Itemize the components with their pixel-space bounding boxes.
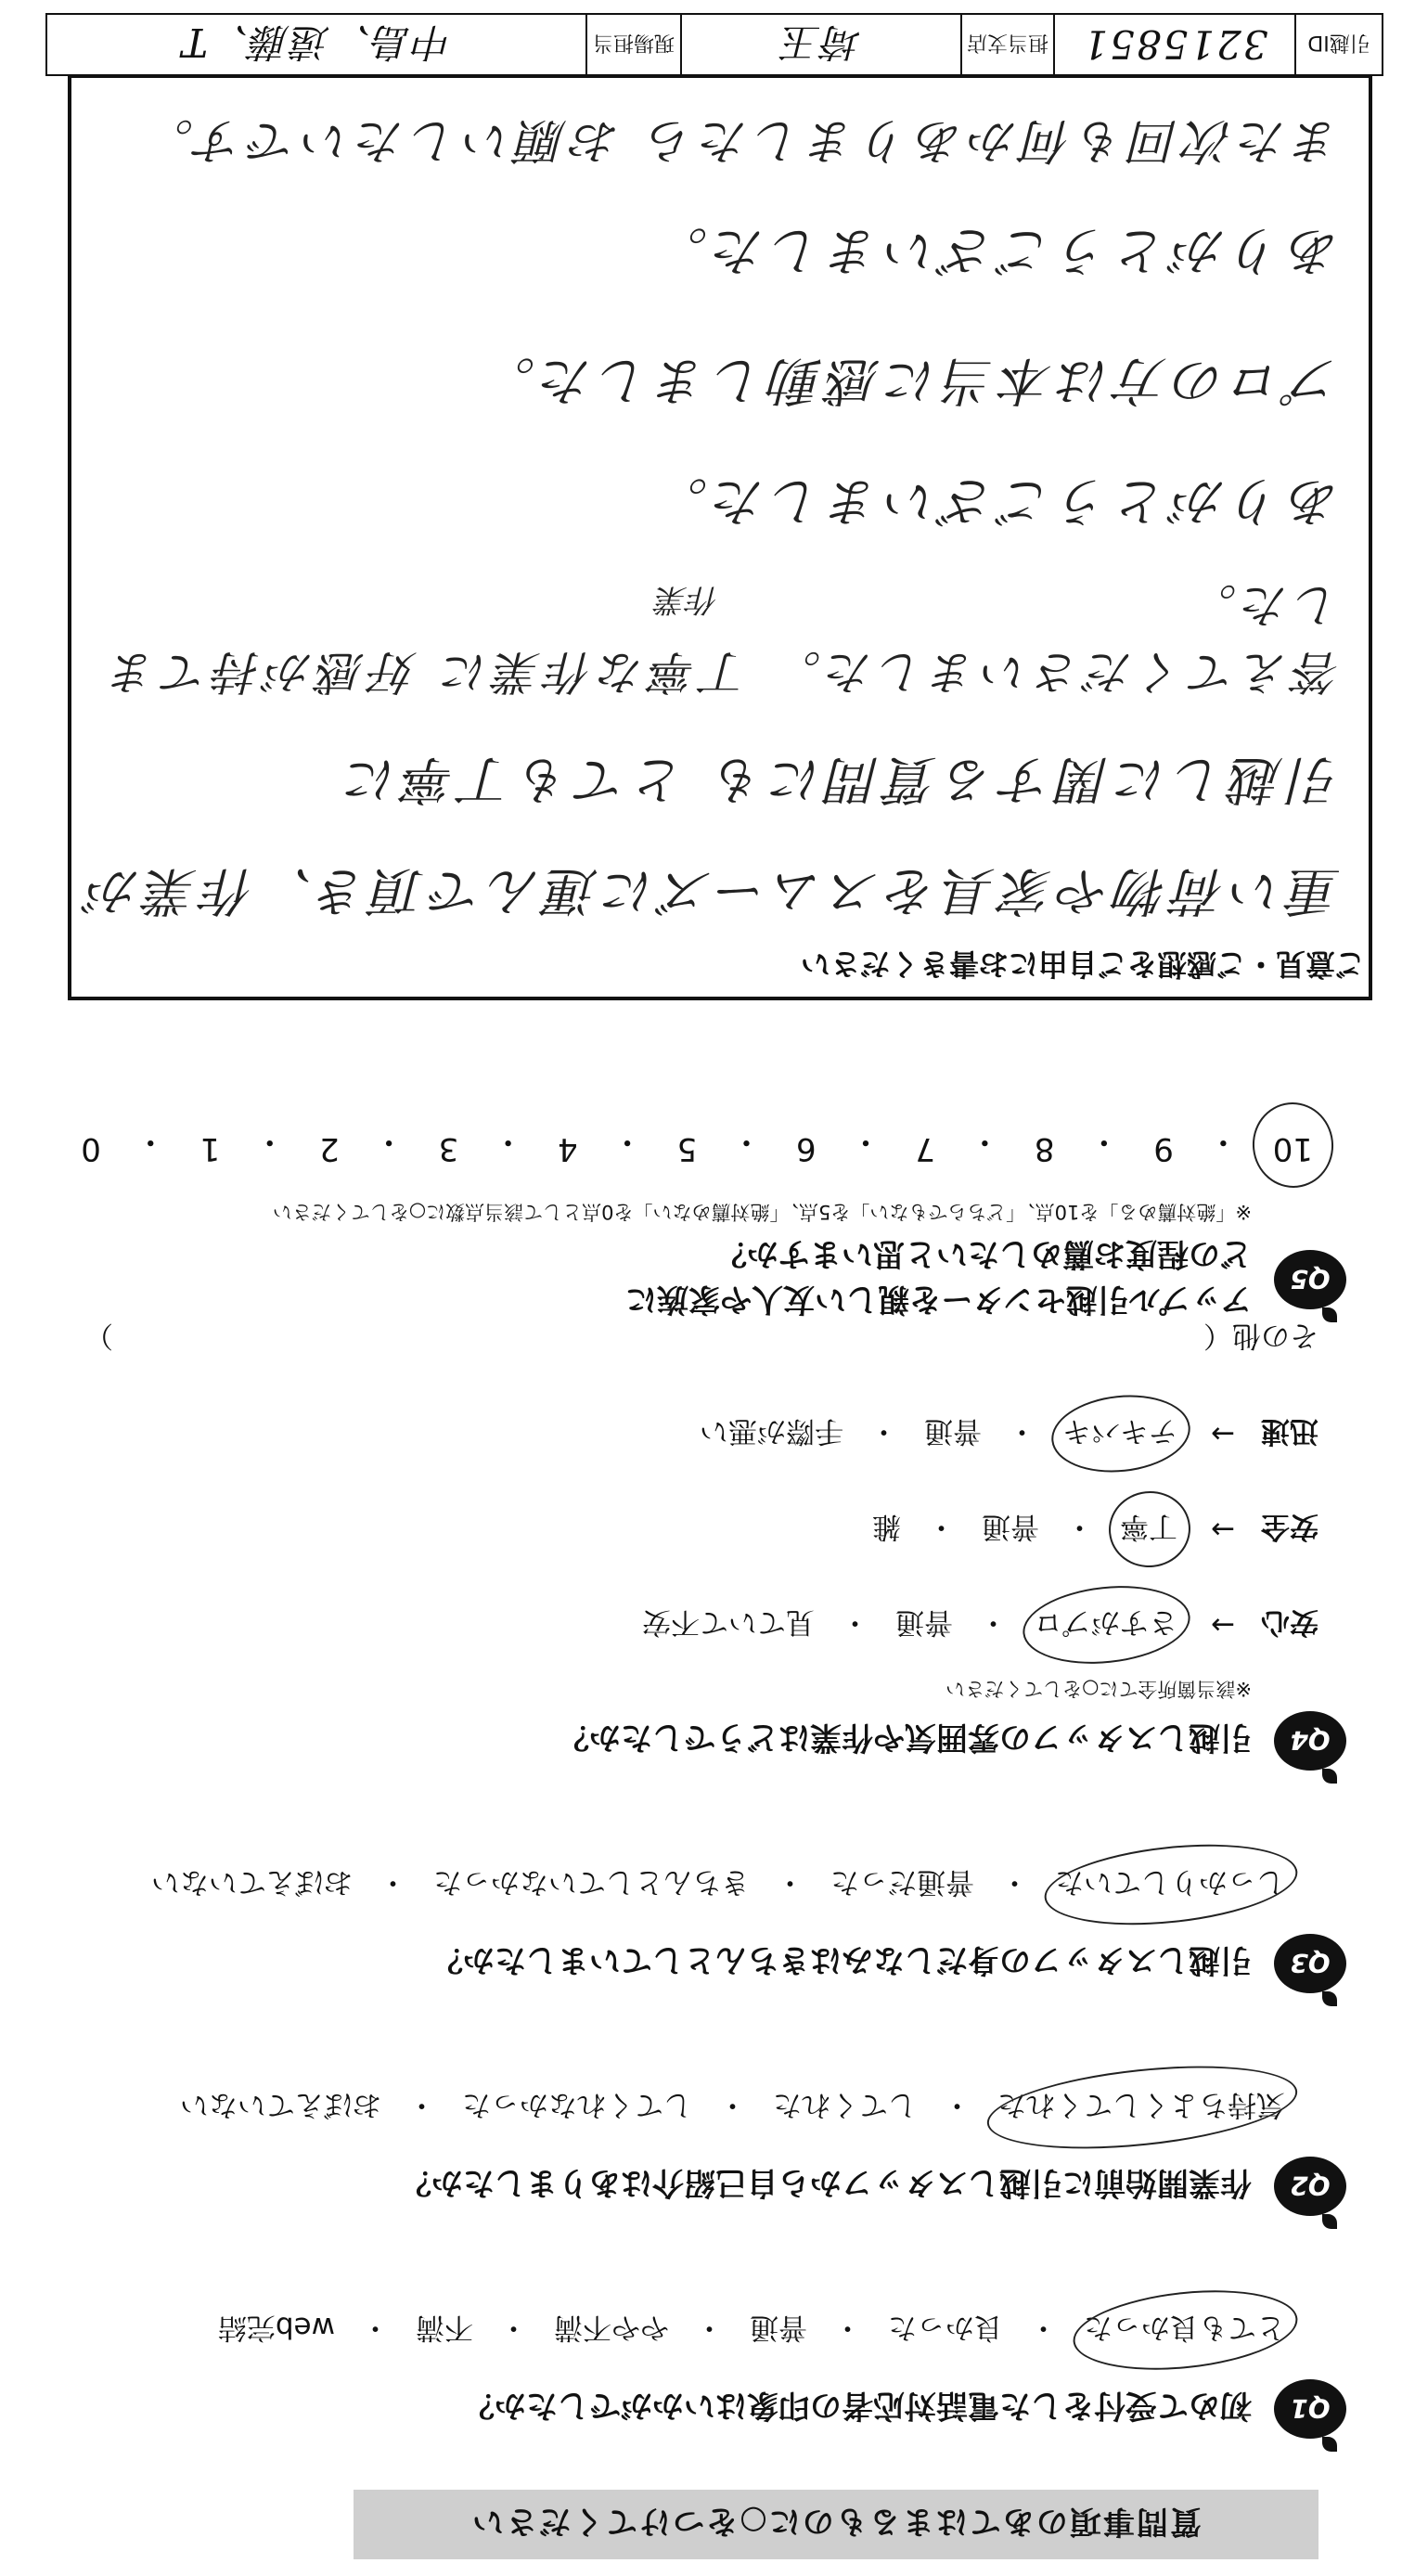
q4-anshin-option-1[interactable]: さすがプロ xyxy=(1028,1604,1183,1646)
q3-options: しっかりしていた ・ 普通だった ・ きちんとしていなかった ・ おぼえていない xyxy=(47,1864,1291,1906)
q3-option-3[interactable]: きちんとしていなかった xyxy=(433,1865,750,1899)
q2-options: 気持ちよくしてくれた ・ してくれた ・ してくれなかった ・ おぼえていない xyxy=(47,2087,1291,2129)
q2-option-2[interactable]: してくれた xyxy=(773,2088,917,2121)
q4-anshin-option-2[interactable]: 普通 xyxy=(895,1605,954,1639)
q5-score-8[interactable]: 8 xyxy=(1034,1130,1055,1167)
q4-row-label: 安全 xyxy=(1261,1510,1318,1543)
q3-badge: Q3 xyxy=(1274,1934,1346,1993)
q1-option-1[interactable]: とても良かった xyxy=(1078,2310,1291,2351)
question-2 xyxy=(47,2087,1346,2216)
q5-text-line1: アップル引越センターを親しい友人や家族に xyxy=(625,1281,1252,1318)
q1-option-3[interactable]: 普通 xyxy=(750,2311,807,2344)
q5-score-6[interactable]: 6 xyxy=(795,1130,817,1167)
q5-score-0[interactable]: 0 xyxy=(81,1130,101,1167)
q4-other-close: ） xyxy=(84,1319,113,1352)
q1-option-5[interactable]: 不満 xyxy=(416,2311,473,2344)
q3-text: 引越しスタッフの身だしなみはきちんとしていましたか？ xyxy=(431,1941,1252,1979)
survey-sheet xyxy=(49,17,1383,2559)
comment-line-5: プロの方は本当に感動しました。 xyxy=(478,350,1341,410)
q3-option-1[interactable]: しっかりしていた xyxy=(1049,1864,1291,1906)
comment-insertion: 作業 xyxy=(656,581,719,618)
q3-option-4[interactable]: おぼえていない xyxy=(151,1865,353,1899)
q5-score-5[interactable]: 5 xyxy=(676,1130,698,1167)
branch-value: 埼玉 xyxy=(680,15,960,74)
q1-option-6[interactable]: web完結 xyxy=(217,2311,335,2344)
comment-line-3: 答えてくださいました。 丁寧な作業に 好感が持てました。 xyxy=(105,578,1341,699)
q4-other-label: その他（ xyxy=(1203,1319,1318,1352)
q1-badge: Q1 xyxy=(1274,2379,1346,2439)
instructions-banner xyxy=(354,2490,1318,2559)
branch-label: 担当支店 xyxy=(960,15,1053,74)
q4-note: ※該当箇所全てに○をしてください xyxy=(945,1678,1252,1700)
q2-option-1[interactable]: 気持ちよくしてくれた xyxy=(992,2087,1291,2129)
q4-row-jinsoku: 迅速 → テキパキ ・ 普通 ・ 手際が悪い xyxy=(47,1413,1318,1455)
id-value: 3215851 xyxy=(1053,15,1294,74)
q4-row-label: 迅速 xyxy=(1261,1414,1318,1448)
comment-line-1: 重い荷物や家具をスムーズに運んで頂き、作業が xyxy=(82,860,1341,921)
q4-anzen-option-3[interactable]: 雑 xyxy=(872,1510,902,1543)
q2-option-4[interactable]: おぼえていない xyxy=(180,2088,381,2121)
arrow-icon: → xyxy=(1211,1608,1235,1642)
staff-label: 現場担当 xyxy=(585,15,680,74)
q2-text: 作業開始前に引越しスタッフから自己紹介はありましたか？ xyxy=(400,2164,1252,2202)
question-3 xyxy=(47,1864,1346,1993)
q5-score-1[interactable]: 1 xyxy=(199,1130,221,1167)
question-5 xyxy=(47,1122,1346,1325)
arrow-icon: → xyxy=(1211,1513,1235,1547)
question-4 xyxy=(47,1318,1346,1771)
q5-score-2[interactable]: 2 xyxy=(319,1130,340,1167)
q4-jinsoku-option-1[interactable]: テキパキ xyxy=(1057,1413,1183,1455)
q5-note: ※「絶対薦める」を10点、「どちらでもない」を5点、「絶対薦めない」を0点として該当点数に○をしてください xyxy=(272,1201,1252,1223)
q4-row-anzen: 安全 → 丁寧 ・ 普通 ・ 雑 xyxy=(47,1509,1318,1551)
q1-option-2[interactable]: 良かった xyxy=(888,2311,1003,2344)
q4-jinsoku-option-3[interactable]: 手際が悪い xyxy=(700,1414,844,1448)
q4-anzen-option-1[interactable]: 丁寧 xyxy=(1114,1509,1183,1551)
q4-badge: Q4 xyxy=(1274,1711,1346,1771)
q4-anshin-option-3[interactable]: 見ていて不安 xyxy=(642,1605,816,1639)
q5-score-3[interactable]: 3 xyxy=(438,1130,459,1167)
comment-line-6: ありがとうございました。 xyxy=(650,220,1341,280)
comment-box[interactable] xyxy=(68,74,1372,1000)
q5-score-4[interactable]: 4 xyxy=(558,1130,578,1167)
comment-line-4: ありがとうございました。 xyxy=(650,470,1341,531)
q5-text-line2: どの程度お薦めしたいと思いますか？ xyxy=(715,1235,1252,1272)
q5-score-9[interactable]: 9 xyxy=(1153,1130,1174,1167)
comment-line-2: 引越しに関する質問にも とても丁寧に xyxy=(341,749,1341,809)
q3-option-2[interactable]: 普通だった xyxy=(830,1865,974,1899)
id-table xyxy=(45,13,1383,76)
q5-score-10[interactable]: 10 xyxy=(1267,1122,1318,1167)
staff-value: 中島、遠藤、T xyxy=(180,19,454,65)
q5-badge: Q5 xyxy=(1274,1250,1346,1309)
arrow-icon: → xyxy=(1211,1417,1235,1451)
q2-badge: Q2 xyxy=(1274,2157,1346,2216)
q2-option-3[interactable]: してくれなかった xyxy=(462,2088,692,2121)
q4-jinsoku-option-2[interactable]: 普通 xyxy=(924,1414,983,1448)
q1-options: とても良かった ・ 良かった ・ 普通 ・ やや不満 ・ 不満 ・ web完結 xyxy=(47,2310,1291,2351)
q1-option-4[interactable]: やや不満 xyxy=(554,2311,669,2344)
q1-text: 初めて受付をした電話対応者の印象はいかがでしたか？ xyxy=(463,2387,1252,2425)
q4-text: 引越しスタッフの雰囲気や作業はどうでしたか？ xyxy=(558,1719,1252,1757)
q4-row-label: 安心 xyxy=(1261,1605,1318,1639)
question-1 xyxy=(47,2310,1346,2439)
q5-score-7[interactable]: 7 xyxy=(915,1130,936,1167)
id-label: 引越ID xyxy=(1294,15,1382,74)
comment-line-7: また次回も何かありましたら お願いしたいです。 xyxy=(139,112,1341,168)
q4-anzen-option-2[interactable]: 普通 xyxy=(982,1510,1040,1543)
q5-scale: 10 ・ 9 ・ 8 ・ 7 ・ 6 ・ 5 ・ 4 ・ 3 ・ 2 ・ 1 ・ 0 xyxy=(75,1122,1318,1167)
instructions-text: 質問事項のあてはまるものに○をつけてください xyxy=(470,2503,1202,2540)
comment-title: ご意見・ご感想をご自由にお書きください xyxy=(800,947,1365,982)
q4-row-anshin: 安心 → さすがプロ ・ 普通 ・ 見ていて不安 xyxy=(47,1604,1318,1646)
